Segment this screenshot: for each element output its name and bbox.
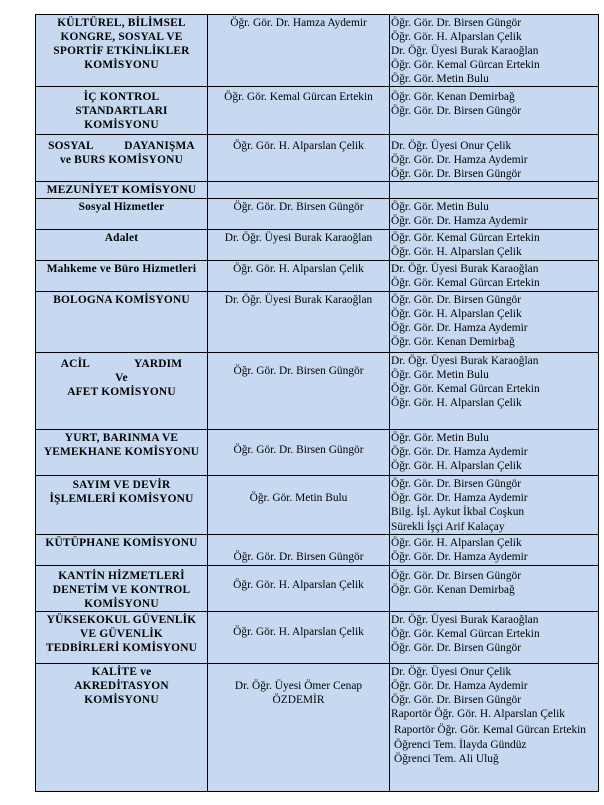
commission-members: Öğr. Gör. Kenan Demirbağ Öğr. Gör. Dr. Birsen Güngör <box>390 87 599 135</box>
table-row <box>36 612 599 664</box>
commission-members: Öğr. Gör. Dr. Birsen Güngör Öğr. Gör. H. Alparslan Çelik Öğr. Gör. Dr. Hamza Aydemir Öğr. Gör. Kenan Demirbağ <box>390 292 599 353</box>
table-row <box>36 261 599 292</box>
table-row <box>36 230 599 261</box>
commission-name: KÜLTÜREL, BİLİMSEL KONGRE, SOSYAL VE SPORTİF ETKİNLİKLER KOMİSYONU <box>36 15 208 87</box>
commission-members: Dr. Öğr. Üyesi Burak Karaoğlan Öğr. Gör. Kemal Gürcan Ertekin <box>390 261 599 292</box>
table-row <box>36 476 599 535</box>
commission-chair <box>208 182 390 199</box>
commission-name: BOLOGNA KOMİSYONU <box>36 292 208 353</box>
commission-table <box>35 14 599 792</box>
table-row <box>36 535 599 566</box>
commission-chair: Öğr. Gör. Dr. Birsen Güngör <box>208 199 390 230</box>
commission-members: Dr. Öğr. Üyesi Onur Çelik Öğr. Gör. Dr. Hamza Aydemir Öğr. Gör. Dr. Birsen Güngör Raportör Öğr. Gör. H. Alparslan Çelik Raportör Öğr. Gör. Kemal Gürcan Ertekin Öğrenci Tem. İlayda Gündüz Öğrenci Tem. Ali Uluğ <box>390 664 599 792</box>
commission-name: YÜKSEKOKUL GÜVENLİK VE GÜVENLİK TEDBİRLERİ KOMİSYONU <box>36 612 208 664</box>
table-row <box>36 292 599 353</box>
commission-members: Öğr. Gör. H. Alparslan Çelik Öğr. Gör. Dr. Hamza Aydemir <box>390 535 599 566</box>
table-row <box>36 664 599 792</box>
table-row <box>36 182 599 199</box>
commission-name: İÇ KONTROL STANDARTLARI KOMİSYONU <box>36 87 208 135</box>
commission-name: SAYIM VE DEVİR İŞLEMLERİ KOMİSYONU <box>36 476 208 535</box>
commission-chair: Öğr. Gör. Kemal Gürcan Ertekin <box>208 87 390 135</box>
commission-chair: Öğr. Gör. H. Alparslan Çelik <box>208 261 390 292</box>
commission-members: Öğr. Gör. Metin Bulu Öğr. Gör. Dr. Hamza Aydemir <box>390 199 599 230</box>
commission-chair: Öğr. Gör. Dr. Hamza Aydemir <box>208 15 390 87</box>
commission-members <box>390 182 599 199</box>
table-row <box>36 135 599 182</box>
commission-name: ACİL YARDIM Ve AFET KOMİSYONU <box>36 353 208 430</box>
commission-members: Öğr. Gör. Dr. Birsen Güngör Öğr. Gör. Kenan Demirbağ <box>390 566 599 612</box>
table-row <box>36 566 599 612</box>
commission-chair: Öğr. Gör. H. Alparslan Çelik <box>208 135 390 182</box>
commission-chair: Öğr. Gör. Metin Bulu <box>208 476 390 535</box>
commission-chair: Öğr. Gör. Dr. Birsen Güngör <box>208 535 390 566</box>
commission-name: MEZUNİYET KOMİSYONU <box>36 182 208 199</box>
commission-chair: Öğr. Gör. H. Alparslan Çelik <box>208 612 390 664</box>
commission-name: KALİTE ve AKREDİTASYON KOMİSYONU <box>36 664 208 792</box>
commission-members: Dr. Öğr. Üyesi Onur Çelik Öğr. Gör. Dr. Hamza Aydemir Öğr. Gör. Dr. Birsen Güngör <box>390 135 599 182</box>
commission-members: Öğr. Gör. Metin Bulu Öğr. Gör. Dr. Hamza Aydemir Öğr. Gör. H. Alparslan Çelik <box>390 430 599 476</box>
commission-name: KANTİN HİZMETLERİ DENETİM VE KONTROL KOMİSYONU <box>36 566 208 612</box>
commission-members: Öğr. Gör. Dr. Birsen Güngör Öğr. Gör. Dr. Hamza Aydemir Bilg. İşl. Aykut İkbal Coşkun Sürekli İşçi Arif Kalaçay <box>390 476 599 535</box>
commission-name: Mahkeme ve Büro Hizmetleri <box>36 261 208 292</box>
commission-chair: Öğr. Gör. Dr. Birsen Güngör <box>208 353 390 430</box>
commission-members: Dr. Öğr. Üyesi Burak Karaoğlan Öğr. Gör. Kemal Gürcan Ertekin Öğr. Gör. Dr. Birsen Güngör <box>390 612 599 664</box>
commission-chair: Öğr. Gör. H. Alparslan Çelik <box>208 566 390 612</box>
commission-name: Sosyal Hizmetler <box>36 199 208 230</box>
commission-name: YURT, BARINMA VE YEMEKHANE KOMİSYONU <box>36 430 208 476</box>
table-row <box>36 430 599 476</box>
commission-members: Dr. Öğr. Üyesi Burak Karaoğlan Öğr. Gör. Metin Bulu Öğr. Gör. Kemal Gürcan Ertekin Öğr. Gör. H. Alparslan Çelik <box>390 353 599 430</box>
commission-chair: Dr. Öğr. Üyesi Burak Karaoğlan <box>208 292 390 353</box>
table-row <box>36 353 599 430</box>
commission-chair: Dr. Öğr. Üyesi Ömer Cenap ÖZDEMİR <box>208 664 390 792</box>
commission-chair: Dr. Öğr. Üyesi Burak Karaoğlan <box>208 230 390 261</box>
commission-name: SOSYAL DAYANIŞMA ve BURS KOMİSYONU <box>36 135 208 182</box>
commission-name: KÜTÜPHANE KOMİSYONU <box>36 535 208 566</box>
table-row <box>36 15 599 87</box>
table-row <box>36 87 599 135</box>
commission-name: Adalet <box>36 230 208 261</box>
commission-chair: Öğr. Gör. Dr. Birsen Güngör <box>208 430 390 476</box>
commission-members: Öğr. Gör. Dr. Birsen Güngör Öğr. Gör. H. Alparslan Çelik Dr. Öğr. Üyesi Burak Karaoğlan Öğr. Gör. Kemal Gürcan Ertekin Öğr. Gör. Metin Bulu <box>390 15 599 87</box>
commission-members: Öğr. Gör. Kemal Gürcan Ertekin Öğr. Gör. H. Alparslan Çelik <box>390 230 599 261</box>
table-row <box>36 199 599 230</box>
